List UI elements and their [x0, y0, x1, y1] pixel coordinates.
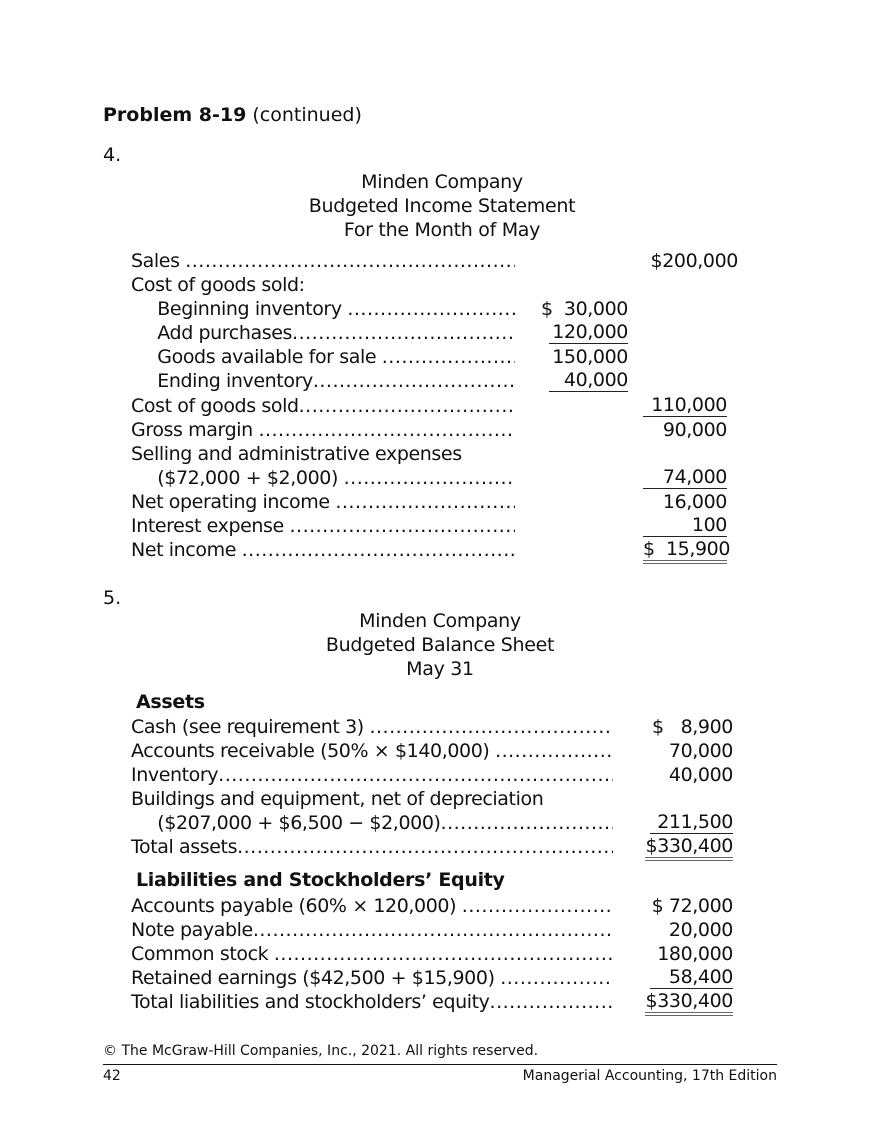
row-label: Cost of goods sold: [131, 395, 299, 417]
statement-title: Budgeted Income Statement: [308, 195, 576, 217]
cogs-value: 110,000: [643, 394, 727, 417]
sga-value: 74,000: [643, 466, 727, 489]
beginning-inventory-value: $ 30,000: [540, 298, 628, 320]
row-label: ($207,000 + $6,500 − $2,000): [146, 812, 441, 834]
book-title: Managerial Accounting, 17th Edition: [522, 1068, 777, 1084]
row-label: Net income: [131, 539, 242, 561]
row-label: Gross margin: [131, 419, 259, 441]
balance-sheet-header: [0, 609, 880, 681]
row-label: Common stock: [131, 943, 274, 965]
problem-suffix: (continued): [246, 104, 362, 126]
company-name: Minden Company: [359, 610, 521, 632]
assets-heading: Assets: [136, 691, 205, 713]
total-assets-value: $330,400: [645, 835, 733, 861]
requirement-number-4: 4.: [103, 144, 122, 166]
problem-number: Problem 8-19: [103, 104, 247, 126]
row-label: Cost of goods sold:: [131, 274, 305, 296]
total-liabilities-equity-value: $330,400: [645, 990, 733, 1016]
row-label: Buildings and equipment, net of depreciation: [131, 788, 544, 810]
row-label: Beginning inventory: [146, 298, 348, 320]
page-number: 42: [103, 1068, 121, 1084]
net-operating-income-value: 16,000: [662, 491, 727, 513]
row-label: Goods available for sale: [146, 346, 382, 368]
footer-divider: [103, 1064, 777, 1065]
row-label: Inventory: [131, 764, 219, 786]
requirement-number-5: 5.: [103, 587, 122, 609]
row-label: Total assets: [131, 836, 238, 858]
liabilities-equity-heading: Liabilities and Stockholders’ Equity: [136, 869, 505, 891]
gross-margin-value: 90,000: [662, 419, 727, 441]
accounts-receivable-value: 70,000: [668, 740, 733, 762]
buildings-equipment-value: 211,500: [650, 811, 733, 834]
row-label: Note payable: [131, 919, 253, 941]
common-stock-value: 180,000: [657, 943, 733, 965]
statement-date: May 31: [406, 658, 474, 680]
row-label: Sales: [131, 250, 186, 272]
company-name: Minden Company: [361, 171, 523, 193]
row-label: Accounts receivable (50% × $140,000): [131, 740, 496, 762]
income-statement-header: [0, 170, 880, 242]
row-label: Retained earnings ($42,500 + $15,900): [131, 967, 501, 989]
retained-earnings-value: 58,400: [650, 966, 733, 989]
interest-expense-value: 100: [643, 514, 727, 537]
row-label: ($72,000 + $2,000): [146, 467, 344, 489]
row-label: Ending inventory: [146, 370, 313, 392]
statement-period: For the Month of May: [343, 219, 541, 241]
page-title: [103, 104, 362, 126]
accounts-payable-value: $ 72,000: [651, 895, 733, 917]
inventory-value: 40,000: [668, 764, 733, 786]
row-label: Net operating income: [131, 491, 336, 513]
row-label: Cash (see requirement 3): [131, 716, 370, 738]
row-label: Total liabilities and stockholders’ equity: [131, 991, 490, 1013]
note-payable-value: 20,000: [668, 919, 733, 941]
cash-value: $ 8,900: [651, 716, 733, 738]
purchases-value: 120,000: [549, 321, 628, 344]
row-label: Accounts payable (60% × 120,000): [131, 895, 462, 917]
row-label: Interest expense: [131, 515, 290, 537]
ending-inventory-value: 40,000: [549, 369, 628, 392]
copyright-notice: © The McGraw-Hill Companies, Inc., 2021. All rights reserved.: [103, 1043, 539, 1059]
sales-value: $200,000: [650, 250, 738, 272]
row-label: Selling and administrative expenses: [131, 443, 462, 465]
row-label: Add purchases: [146, 322, 293, 344]
goods-available-value: 150,000: [552, 346, 628, 368]
net-income-value: $ 15,900: [643, 538, 727, 564]
statement-title: Budgeted Balance Sheet: [325, 634, 555, 656]
